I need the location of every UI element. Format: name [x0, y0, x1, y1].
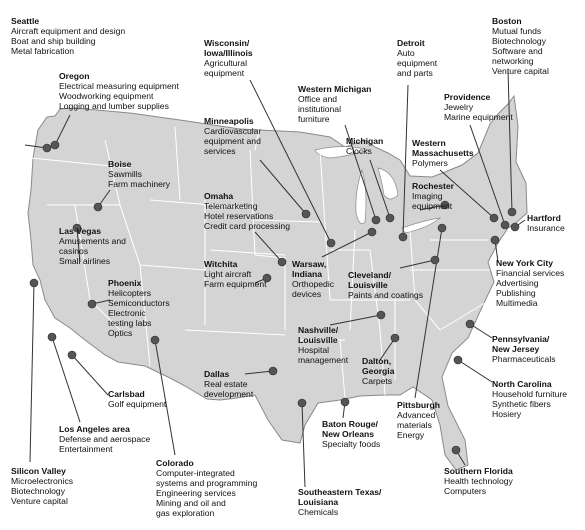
- cluster-title: Cleveland/: [348, 270, 391, 280]
- cluster-title: Seattle: [11, 16, 40, 26]
- cluster-industry: Electrical measuring equipment: [59, 81, 179, 91]
- cluster-title: Western Michigan: [298, 84, 372, 94]
- cluster-industry: Boat and ship building: [11, 36, 96, 46]
- cluster-industry: Clocks: [346, 146, 372, 156]
- cluster-industry: Biotechnology: [492, 36, 546, 46]
- cluster-label-north-carolina: [492, 379, 567, 419]
- cluster-title: Rochester: [412, 181, 455, 191]
- cluster-industry: Microelectronics: [11, 476, 74, 486]
- cluster-title: Georgia: [362, 366, 395, 376]
- cluster-label-se-texas: [298, 487, 381, 517]
- cluster-industry: equipment: [204, 68, 245, 78]
- cluster-industry: Engineering services: [156, 488, 236, 498]
- cluster-title: North Carolina: [492, 379, 552, 389]
- cluster-industry: Carpets: [362, 376, 393, 386]
- cluster-industry: Household furniture: [492, 389, 568, 399]
- cluster-marker-wisconsin: [327, 239, 335, 247]
- cluster-marker-western-mass: [490, 214, 498, 222]
- cluster-industry: Energy: [397, 430, 425, 440]
- cluster-industry: equipment: [397, 58, 438, 68]
- cluster-marker-boise: [94, 203, 102, 211]
- cluster-industry: Specialty foods: [322, 439, 381, 449]
- cluster-title: Dallas: [204, 369, 230, 379]
- cluster-title: Carlsbad: [108, 389, 145, 399]
- cluster-marker-se-texas: [298, 399, 306, 407]
- cluster-industry: furniture: [298, 114, 330, 124]
- cluster-marker-carlsbad: [68, 351, 76, 359]
- cluster-title: Los Angeles area: [59, 424, 130, 434]
- cluster-title: Iowa/Illinois: [204, 48, 253, 58]
- cluster-industry: Chemicals: [298, 507, 339, 517]
- cluster-industry: casinos: [59, 246, 89, 256]
- cluster-label-witchita: [204, 259, 267, 289]
- cluster-label-silicon-valley: [11, 466, 73, 506]
- leader-line-los-angeles: [52, 337, 80, 422]
- cluster-label-rochester: [412, 181, 454, 211]
- cluster-title: Hartford: [527, 213, 561, 223]
- cluster-industry: Aircraft equipment and design: [11, 26, 126, 36]
- cluster-label-western-mass: [412, 138, 474, 168]
- cluster-industry: Semiconductors: [108, 298, 170, 308]
- cluster-marker-detroit: [399, 233, 407, 241]
- cluster-marker-omaha: [278, 258, 286, 266]
- cluster-industry: Woodworking equipment: [59, 91, 154, 101]
- cluster-title: New Jersey: [492, 344, 540, 354]
- cluster-industry: Multimedia: [496, 298, 538, 308]
- cluster-title: Louisville: [298, 335, 338, 345]
- cluster-label-providence: [444, 92, 513, 122]
- cluster-industry: materials: [397, 420, 432, 430]
- cluster-industry: Venture capital: [492, 66, 549, 76]
- cluster-industry: development: [204, 389, 254, 399]
- cluster-title: Boise: [108, 159, 132, 169]
- cluster-industry: Paints and coatings: [348, 290, 424, 300]
- cluster-title: Nashville/: [298, 325, 339, 335]
- cluster-marker-nashville: [377, 311, 385, 319]
- cluster-label-michigan: [346, 136, 383, 156]
- cluster-title: Oregon: [59, 71, 90, 81]
- cluster-marker-los-angeles: [48, 333, 56, 341]
- cluster-title: Dalton,: [362, 356, 392, 366]
- cluster-title: Massachusetts: [412, 148, 474, 158]
- cluster-label-oregon: [59, 71, 179, 111]
- cluster-title: Southern Florida: [444, 466, 513, 476]
- cluster-title: Detroit: [397, 38, 425, 48]
- cluster-industry: Optics: [108, 328, 133, 338]
- cluster-industry: Auto: [397, 48, 415, 58]
- cluster-industry: Telemarketing: [204, 201, 258, 211]
- cluster-label-pittsburgh: [397, 400, 440, 440]
- cluster-marker-pittsburgh: [438, 224, 446, 232]
- cluster-label-phoenix: [108, 278, 170, 338]
- cluster-industry: gas exploration: [156, 508, 215, 518]
- cluster-industry: Entertainment: [59, 444, 113, 454]
- cluster-title: Witchita: [204, 259, 238, 269]
- cluster-industry: Synthetic fibers: [492, 399, 551, 409]
- leader-line-carlsbad: [72, 355, 108, 395]
- cluster-industry: Health technology: [444, 476, 513, 486]
- cluster-label-south-florida: [444, 466, 513, 496]
- cluster-industry: Electronic: [108, 308, 146, 318]
- cluster-label-nashville: [298, 325, 348, 365]
- cluster-industry: Jewelry: [444, 102, 474, 112]
- cluster-label-warsaw: [292, 259, 334, 299]
- cluster-marker-cleveland: [431, 256, 439, 264]
- cluster-title: Warsaw,: [292, 259, 327, 269]
- cluster-label-penn-nj: [492, 334, 556, 364]
- cluster-marker-baton-rouge: [341, 398, 349, 406]
- cluster-industry: Amusements and: [59, 236, 126, 246]
- cluster-marker-silicon-valley: [30, 279, 38, 287]
- cluster-label-detroit: [397, 38, 437, 78]
- leader-line-north-carolina: [458, 360, 492, 382]
- cluster-industry: Logging and lumber supplies: [59, 101, 169, 111]
- cluster-title: Pittsburgh: [397, 400, 440, 410]
- cluster-industry: Polymers: [412, 158, 448, 168]
- cluster-marker-hartford: [511, 223, 519, 231]
- cluster-marker-boston: [508, 208, 516, 216]
- cluster-label-los-angeles: [59, 424, 150, 454]
- cluster-industry: Helicopters: [108, 288, 151, 298]
- cluster-industry: Imaging: [412, 191, 443, 201]
- cluster-marker-dalton: [391, 334, 399, 342]
- cluster-industry: Marine equipment: [444, 112, 513, 122]
- cluster-title: Wisconsin/: [204, 38, 250, 48]
- cluster-title: Western: [412, 138, 446, 148]
- cluster-industry: Light aircraft: [204, 269, 252, 279]
- cluster-title: Michigan: [346, 136, 384, 146]
- cluster-industry: Golf equipment: [108, 399, 167, 409]
- cluster-industry: Metal fabrication: [11, 46, 75, 56]
- cluster-marker-dallas: [269, 367, 277, 375]
- cluster-title: Louisiana: [298, 497, 339, 507]
- cluster-industry: Defense and aerospace: [59, 434, 151, 444]
- cluster-title: Louisville: [348, 280, 388, 290]
- cluster-marker-minneapolis: [302, 210, 310, 218]
- cluster-industry: Orthopedic: [292, 279, 335, 289]
- cluster-industry: Sawmills: [108, 169, 142, 179]
- cluster-title: Colorado: [156, 458, 194, 468]
- cluster-industry: Biotechnology: [11, 486, 65, 496]
- cluster-industry: equipment: [412, 201, 453, 211]
- cluster-label-las-vegas: [59, 226, 126, 266]
- cluster-title: Phoenix: [108, 278, 142, 288]
- cluster-industry: institutional: [298, 104, 341, 114]
- cluster-label-baton-rouge: [322, 419, 380, 449]
- cluster-industry: Small airlines: [59, 256, 111, 266]
- cluster-industry: Pharmaceuticals: [492, 354, 556, 364]
- cluster-industry: Software and: [492, 46, 543, 56]
- cluster-label-seattle: [11, 16, 125, 56]
- cluster-label-carlsbad: [108, 389, 166, 409]
- cluster-marker-phoenix: [88, 300, 96, 308]
- cluster-label-hartford: [527, 213, 565, 233]
- cluster-industry: and parts: [397, 68, 433, 78]
- cluster-title: Minneapolis: [204, 116, 254, 126]
- cluster-industry: Real estate: [204, 379, 248, 389]
- cluster-industry: Credit card processing: [204, 221, 290, 231]
- cluster-label-omaha: [204, 191, 290, 231]
- cluster-label-boise: [108, 159, 170, 189]
- cluster-label-western-michigan: [298, 84, 371, 124]
- cluster-label-dalton: [362, 356, 394, 386]
- cluster-marker-north-carolina: [454, 356, 462, 364]
- cluster-label-minneapolis: [204, 116, 261, 156]
- cluster-industry: Venture capital: [11, 496, 68, 506]
- cluster-industry: systems and programming: [156, 478, 258, 488]
- cluster-marker-oregon: [51, 141, 59, 149]
- cluster-industry: Farm machinery: [108, 179, 171, 189]
- cluster-title: Omaha: [204, 191, 234, 201]
- cluster-industry: Insurance: [527, 223, 565, 233]
- cluster-marker-western-michigan: [372, 216, 380, 224]
- cluster-label-wisconsin: [204, 38, 253, 78]
- cluster-industry: Hospital: [298, 345, 330, 355]
- cluster-label-cleveland: [348, 270, 423, 300]
- cluster-label-boston: [492, 16, 549, 76]
- cluster-title: Indiana: [292, 269, 323, 279]
- cluster-industry: testing labs: [108, 318, 152, 328]
- cluster-industry: devices: [292, 289, 322, 299]
- cluster-industry: Farm equipment: [204, 279, 267, 289]
- cluster-marker-nyc: [491, 236, 499, 244]
- cluster-industry: equipment and: [204, 136, 261, 146]
- cluster-industry: Cardiovascular: [204, 126, 262, 136]
- cluster-industry: Computers: [444, 486, 487, 496]
- cluster-industry: Hosiery: [492, 409, 522, 419]
- cluster-title: Baton Rouge/: [322, 419, 378, 429]
- cluster-industry: Publishing: [496, 288, 536, 298]
- cluster-industry: Advertising: [496, 278, 539, 288]
- cluster-label-nyc: [496, 258, 564, 308]
- cluster-industry: Agricultural: [204, 58, 247, 68]
- cluster-industry: Mining and oil and: [156, 498, 226, 508]
- cluster-label-colorado: [156, 458, 257, 518]
- cluster-industry: services: [204, 146, 236, 156]
- cluster-industry: management: [298, 355, 349, 365]
- cluster-industry: Hotel reservations: [204, 211, 274, 221]
- cluster-marker-warsaw: [368, 228, 376, 236]
- cluster-marker-south-florida: [452, 446, 460, 454]
- cluster-title: Las Vegas: [59, 226, 102, 236]
- cluster-title: New Orleans: [322, 429, 375, 439]
- cluster-industry: Computer-integrated: [156, 468, 235, 478]
- cluster-marker-providence: [501, 221, 509, 229]
- cluster-industry: networking: [492, 56, 534, 66]
- cluster-title: Silicon Valley: [11, 466, 66, 476]
- cluster-title: New York City: [496, 258, 553, 268]
- cluster-marker-michigan: [386, 214, 394, 222]
- leader-line-silicon-valley: [30, 283, 34, 462]
- cluster-title: Pennsylvania/: [492, 334, 550, 344]
- cluster-title: Southeastern Texas/: [298, 487, 382, 497]
- cluster-marker-seattle: [43, 144, 51, 152]
- cluster-industry: Mutual funds: [492, 26, 542, 36]
- cluster-industry: Financial services: [496, 268, 565, 278]
- cluster-title: Boston: [492, 16, 522, 26]
- cluster-title: Providence: [444, 92, 491, 102]
- cluster-marker-penn-nj: [466, 320, 474, 328]
- cluster-industry: Advanced: [397, 410, 436, 420]
- cluster-industry: Office and: [298, 94, 338, 104]
- cluster-label-dallas: [204, 369, 253, 399]
